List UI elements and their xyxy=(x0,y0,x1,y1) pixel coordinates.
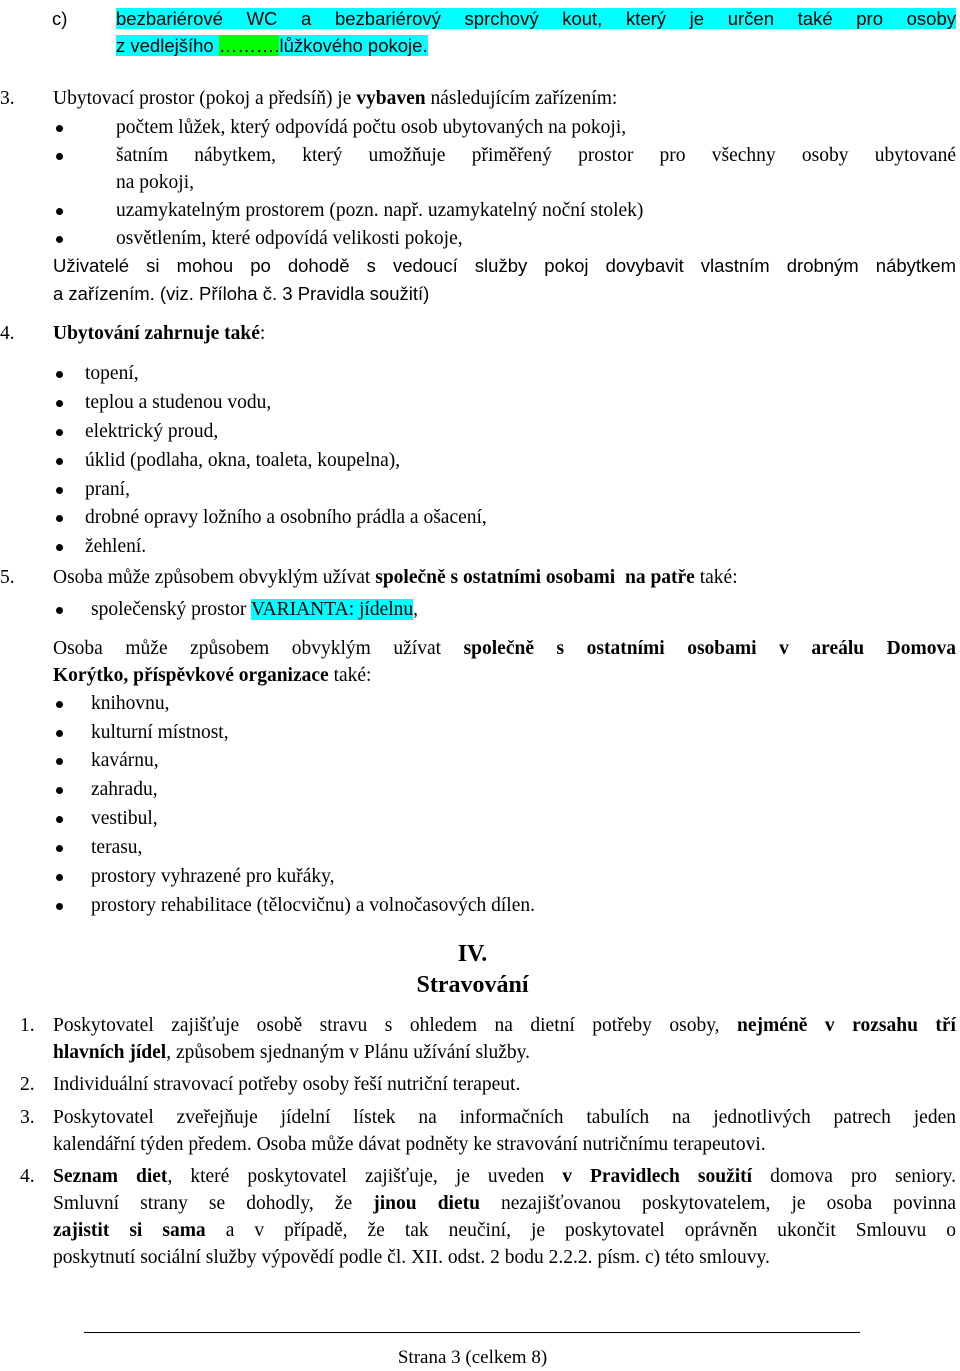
list-item: kavárnu, xyxy=(91,750,159,771)
bullet-icon xyxy=(56,153,63,160)
section3-note-line2: a zařízením. (viz. Příloha č. 3 Pravidla soužití) xyxy=(53,283,430,304)
dots-placeholder: ………. xyxy=(218,35,280,56)
bullet-icon xyxy=(56,758,63,765)
bullet-icon xyxy=(56,544,63,551)
list-item: prostory rehabilitace (tělocvičnu) a volnočasových dílen. xyxy=(91,895,536,916)
meals-p3-number: 3. xyxy=(20,1107,35,1128)
bullet-icon xyxy=(56,429,63,436)
meals-p4-line2: Smluvní strany se dohodly, že jinou dietu nezajišťovanou poskytovatelem, je osoba povinna xyxy=(53,1193,957,1214)
list-item: osvětlením, které odpovídá velikosti pokoje, xyxy=(116,228,463,249)
list-item-continuation: na pokoji, xyxy=(116,172,194,193)
list-item: topení, xyxy=(85,363,139,384)
section5-number: 5. xyxy=(0,567,15,588)
chapter-title: Stravování xyxy=(416,972,529,998)
item-c-line1: bezbariérové WC a bezbariérový sprchový kout, který je určen také pro osoby xyxy=(116,8,956,29)
bullet-icon xyxy=(56,701,63,708)
meals-p4-line1: Seznam diet, které poskytovatel zajišťuje, je uveden v Pravidlech soužití domova pro seniory. xyxy=(53,1166,956,1187)
bullet-icon xyxy=(56,607,63,614)
section5-area-line2: Korýtko, příspěvkové organizace také: xyxy=(53,665,372,686)
bullet-icon xyxy=(56,515,63,522)
bullet-icon xyxy=(56,125,63,132)
list-item: knihovnu, xyxy=(91,693,170,714)
list-item: terasu, xyxy=(91,837,143,858)
list-item: úklid (podlaha, okna, toaleta, koupelna), xyxy=(85,450,401,471)
page-number: Strana 3 (celkem 8) xyxy=(397,1347,548,1368)
bullet-icon xyxy=(56,845,63,852)
meals-p4-line3: zajistit si sama a v případě, že tak neučiní, je poskytovatel oprávněn ukončit Smlouvu o xyxy=(53,1220,956,1241)
list-item: zahradu, xyxy=(91,779,158,800)
bullet-icon xyxy=(56,458,63,465)
bullet-icon xyxy=(56,400,63,407)
meals-p4-line4: poskytnutí sociální služby výpovědí podle čl. XII. odst. 2 bodu 2.2.2. písm. c) této smlouvy. xyxy=(53,1247,770,1268)
chapter-number: IV. xyxy=(457,941,488,967)
section3-number: 3. xyxy=(0,88,15,109)
list-item: společenský prostor VARIANTA: jídelnu, xyxy=(91,599,419,620)
meals-p1-line1: Poskytovatel zajišťuje osobě stravu s ohledem na dietní potřeby osoby, nejméně v rozsahu tří xyxy=(53,1015,956,1036)
meals-p3-line1: Poskytovatel zveřejňuje jídelní lístek na informačních tabulích na jednotlivých patrech jeden xyxy=(53,1107,956,1128)
section4-title: Ubytování zahrnuje také: xyxy=(53,323,266,344)
footer-divider xyxy=(84,1332,860,1333)
bullet-icon xyxy=(56,487,63,494)
section5-intro: Osoba může způsobem obvyklým užívat společně s ostatními osobami na patře také: xyxy=(53,567,738,588)
bullet-icon xyxy=(56,816,63,823)
list-item: vestibul, xyxy=(91,808,158,829)
list-item: žehlení. xyxy=(85,536,147,557)
list-item: teplou a studenou vodu, xyxy=(85,392,272,413)
bullet-icon xyxy=(56,236,63,243)
list-item: prostory vyhrazené pro kuřáky, xyxy=(91,866,335,887)
list-item: kulturní místnost, xyxy=(91,722,229,743)
section4-number: 4. xyxy=(0,323,15,344)
meals-p1-number: 1. xyxy=(20,1015,35,1036)
bullet-icon xyxy=(56,874,63,881)
section3-note-line1: Uživatelé si mohou po dohodě s vedoucí služby pokoj dovybavit vlastním drobným nábytkem xyxy=(53,255,956,276)
bullet-icon xyxy=(56,787,63,794)
list-item: drobné opravy ložního a osobního prádla a ošacení, xyxy=(85,507,487,528)
meals-p1-line2: hlavních jídel, způsobem sjednaným v Plánu užívání služby. xyxy=(53,1042,530,1063)
meals-p3-line2: kalendářní týden předem. Osoba může dávat podněty ke stravování nutričnímu terapeutovi. xyxy=(53,1134,766,1155)
list-item: uzamykatelným prostorem (pozn. např. uzamykatelný noční stolek) xyxy=(116,200,644,221)
bullet-icon xyxy=(56,371,63,378)
bullet-icon xyxy=(56,208,63,215)
meals-p4-number: 4. xyxy=(20,1166,35,1187)
section5-area-line1: Osoba může způsobem obvyklým užívat společně s ostatními osobami v areálu Domova xyxy=(53,638,956,659)
bullet-icon xyxy=(56,903,63,910)
list-item: praní, xyxy=(85,479,130,500)
meals-p2-text: Individuální stravovací potřeby osoby řeší nutriční terapeut. xyxy=(53,1074,521,1095)
list-item: šatním nábytkem, který umožňuje přiměřený prostor pro všechny osoby ubytované xyxy=(116,145,956,166)
list-item: elektrický proud, xyxy=(85,421,219,442)
meals-p2-number: 2. xyxy=(20,1074,35,1095)
item-c-marker: c) xyxy=(52,8,68,29)
bullet-icon xyxy=(56,730,63,737)
section3-intro: Ubytovací prostor (pokoj a předsíň) je vybaven následujícím zařízením: xyxy=(53,88,618,109)
list-item: počtem lůžek, který odpovídá počtu osob ubytovaných na pokoji, xyxy=(116,117,627,138)
item-c-line2: z vedlejšího ……….lůžkového pokoje. xyxy=(116,35,428,56)
